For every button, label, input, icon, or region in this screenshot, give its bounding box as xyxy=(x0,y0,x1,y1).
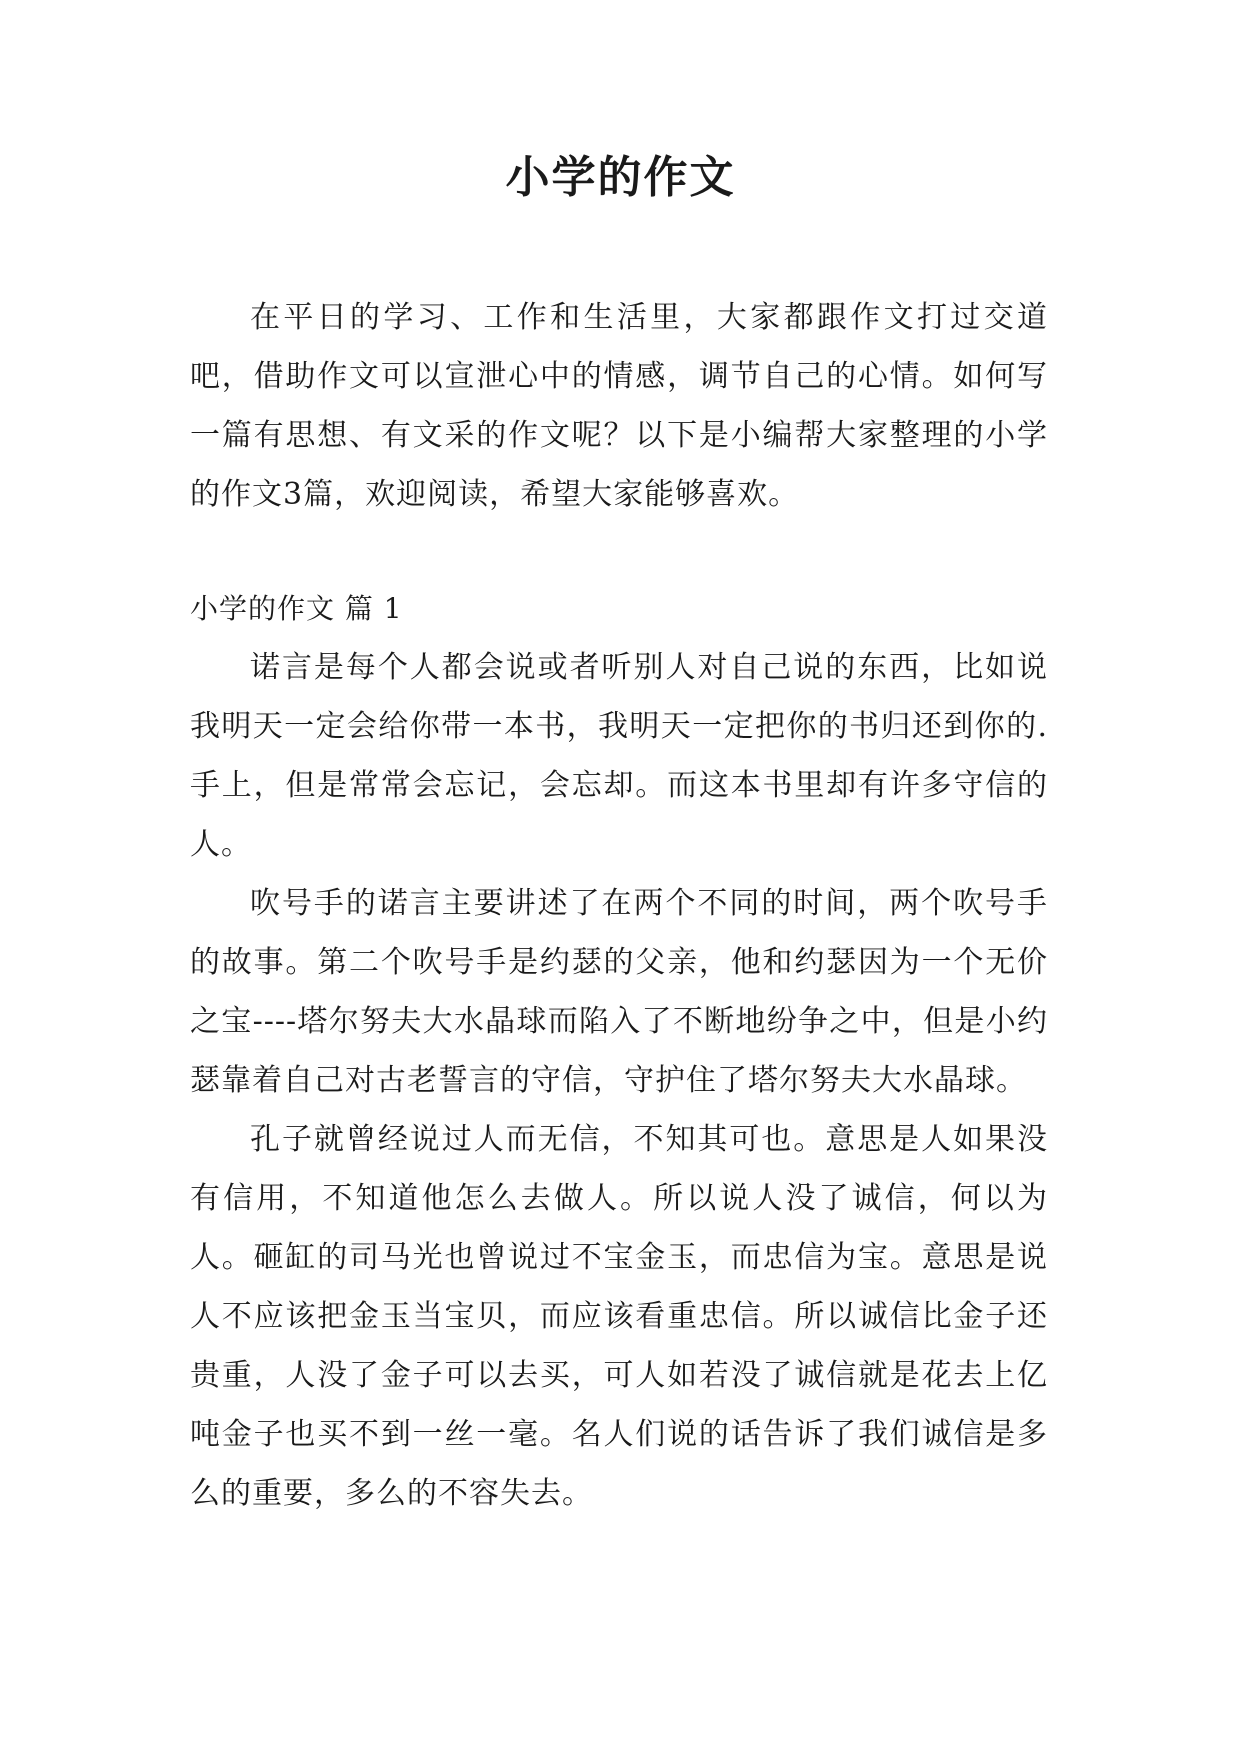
body-paragraph-2: 吹号手的诺言主要讲述了在两个不同的时间，两个吹号手的故事。第二个吹号手是约瑟的父亲，他和约瑟因为一个无价之宝----塔尔努夫大水晶球而陷入了不断地纷争之中，但是小约瑟靠着自己对古老誓言的守信，守护住了塔尔努夫大水晶球。 xyxy=(190,886,1048,1098)
document-title: 小学的作文 xyxy=(505,152,736,203)
section-1 xyxy=(190,579,1048,1523)
intro-paragraph: 在平日的学习、工作和生活里，大家都跟作文打过交道吧，借助作文可以宣泄心中的情感，调节自己的心情。如何写一篇有思想、有文采的作文呢？以下是小编帮大家整理的小学的作文3篇，欢迎阅读，希望大家能够喜欢。 xyxy=(190,300,1048,512)
section-heading: 小学的作文 篇 1 xyxy=(190,592,403,625)
document-body xyxy=(190,288,1048,1523)
body-paragraph-3: 孔子就曾经说过人而无信，不知其可也。意思是人如果没有信用，不知道他怎么去做人。所以说人没了诚信，何以为人。砸缸的司马光也曾说过不宝金玉，而忠信为宝。意思是说人不应该把金玉当宝贝，而应该看重忠信。所以诚信比金子还贵重，人没了金子可以去买，可人如若没了诚信就是花去上亿吨金子也买不到一丝一毫。名人们说的话告诉了我们诚信是多么的重要，多么的不容失去。 xyxy=(190,1122,1048,1511)
body-paragraph-1: 诺言是每个人都会说或者听别人对自己说的东西，比如说我明天一定会给你带一本书，我明天一定把你的书归还到你的.手上，但是常常会忘记，会忘却。而这本书里却有许多守信的人。 xyxy=(190,650,1048,862)
